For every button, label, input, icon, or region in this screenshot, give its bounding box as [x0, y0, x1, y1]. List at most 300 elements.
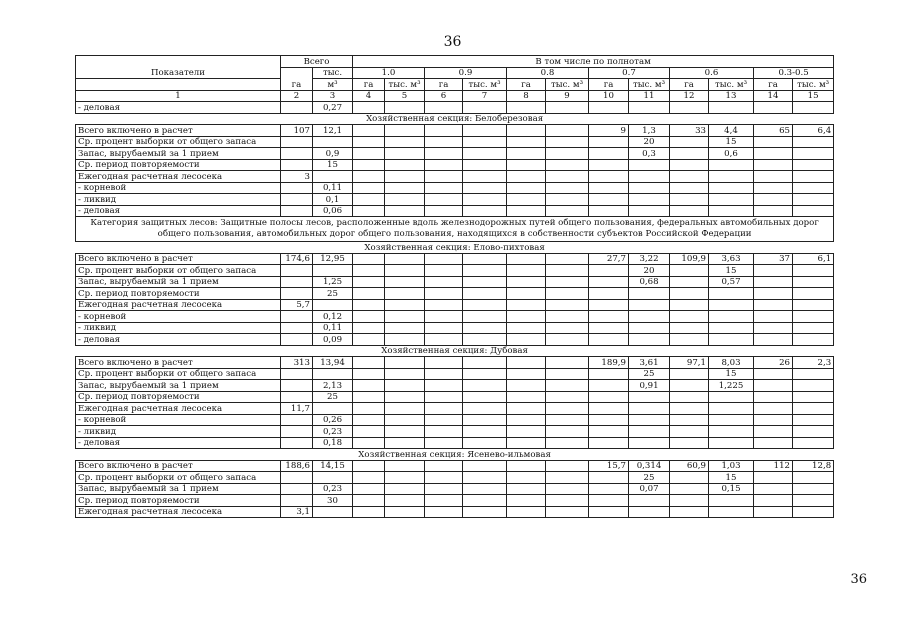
table-cell [670, 194, 709, 206]
table-cell [463, 148, 507, 160]
table-cell [353, 380, 385, 392]
table-cell [629, 322, 670, 334]
row-label: Ср. процент выборки от общего запаса [76, 136, 281, 148]
table-cell [507, 253, 546, 265]
table-cell [353, 265, 385, 277]
table-cell [546, 299, 589, 311]
table-cell [793, 194, 834, 206]
header-sub-ha: га [670, 79, 709, 91]
table-cell [629, 426, 670, 438]
table-cell [709, 288, 754, 300]
table-cell [385, 171, 425, 183]
table-cell [793, 495, 834, 507]
table-cell: 188,6 [281, 460, 313, 472]
header-sub-ha: га [425, 79, 463, 91]
table-cell: 15,7 [589, 460, 629, 472]
table-cell [507, 506, 546, 518]
table-cell [670, 148, 709, 160]
table-cell [507, 460, 546, 472]
table-cell [754, 171, 793, 183]
table-cell: 15 [709, 136, 754, 148]
table-cell [425, 483, 463, 495]
table-cell [425, 136, 463, 148]
table-cell: 2,3 [793, 357, 834, 369]
table-cell [385, 472, 425, 484]
table-cell: 25 [629, 368, 670, 380]
table-cell [425, 380, 463, 392]
table-cell [589, 380, 629, 392]
table-cell [793, 148, 834, 160]
table-cell [353, 437, 385, 449]
table-cell [546, 357, 589, 369]
table-cell [425, 322, 463, 334]
table-cell [385, 311, 425, 323]
table-cell [281, 472, 313, 484]
table-cell [507, 322, 546, 334]
table-cell [793, 265, 834, 277]
column-number: 10 [589, 90, 629, 102]
table-cell [589, 288, 629, 300]
table-cell [353, 102, 385, 114]
table-cell [353, 414, 385, 426]
table-cell [353, 276, 385, 288]
header-sub-thous: тыс. м³ [463, 79, 507, 91]
table-cell [425, 171, 463, 183]
table-cell [670, 495, 709, 507]
table-cell: 0,57 [709, 276, 754, 288]
table-cell: 3,61 [629, 357, 670, 369]
table-cell [281, 414, 313, 426]
table-cell [589, 426, 629, 438]
table-cell [353, 159, 385, 171]
table-cell [463, 391, 507, 403]
table-cell [385, 357, 425, 369]
table-cell [709, 182, 754, 194]
table-row [76, 357, 834, 369]
table-cell [353, 460, 385, 472]
table-cell [281, 483, 313, 495]
table-cell [754, 380, 793, 392]
table-cell [546, 391, 589, 403]
row-label: - ликвид [76, 426, 281, 438]
header-density-0-3-0-5: 0.3-0.5 [754, 67, 834, 79]
table-row [76, 495, 834, 507]
table-cell [353, 136, 385, 148]
row-label: - деловая [76, 437, 281, 449]
table-cell [546, 368, 589, 380]
section-row [76, 113, 834, 125]
table-cell [589, 182, 629, 194]
table-cell [629, 403, 670, 415]
table-cell [385, 426, 425, 438]
table-cell: 0,11 [313, 322, 353, 334]
table-cell [463, 171, 507, 183]
table-cell [670, 334, 709, 346]
table-cell [709, 414, 754, 426]
table-cell [589, 171, 629, 183]
table-cell [353, 194, 385, 206]
table-cell [670, 265, 709, 277]
table-cell [463, 460, 507, 472]
table-cell [589, 194, 629, 206]
table-cell [353, 182, 385, 194]
table-cell [281, 265, 313, 277]
header-density-0-8: 0.8 [507, 67, 589, 79]
table-cell: 27,7 [589, 253, 629, 265]
table-cell [425, 102, 463, 114]
table-cell [425, 460, 463, 472]
header-sub-thous: тыс. м³ [546, 79, 589, 91]
table-cell: 4,4 [709, 125, 754, 137]
table-cell [793, 391, 834, 403]
table-cell [754, 276, 793, 288]
section-row [76, 242, 834, 254]
table-cell [313, 403, 353, 415]
header-density-0-9: 0.9 [425, 67, 507, 79]
header-total-ha: га [281, 67, 313, 90]
table-row [76, 265, 834, 277]
table-cell [353, 403, 385, 415]
table-row [76, 380, 834, 392]
table-cell [463, 125, 507, 137]
table-cell [670, 426, 709, 438]
table-cell [546, 276, 589, 288]
table-cell [754, 334, 793, 346]
table-cell [385, 391, 425, 403]
table-cell [546, 403, 589, 415]
table-cell [589, 299, 629, 311]
table-row [76, 182, 834, 194]
table-cell [281, 380, 313, 392]
table-row [76, 322, 834, 334]
table-cell [385, 136, 425, 148]
table-cell [793, 506, 834, 518]
table-cell [425, 472, 463, 484]
table-cell [670, 380, 709, 392]
table-cell [463, 483, 507, 495]
table-row [76, 148, 834, 160]
table-cell [353, 483, 385, 495]
table-cell: 0,9 [313, 148, 353, 160]
row-label: Ежегодная расчетная лесосека [76, 403, 281, 415]
row-label: Всего включено в расчет [76, 125, 281, 137]
table-cell [793, 483, 834, 495]
table-cell [425, 182, 463, 194]
table-row [76, 483, 834, 495]
table-cell [507, 102, 546, 114]
table-cell: 1,03 [709, 460, 754, 472]
table-cell: 0,18 [313, 437, 353, 449]
table-cell [281, 322, 313, 334]
table-cell [353, 426, 385, 438]
table-cell [754, 159, 793, 171]
table-cell [425, 426, 463, 438]
table-cell [754, 136, 793, 148]
table-cell [313, 299, 353, 311]
header-total: Всего [281, 56, 353, 68]
table-cell: 8,03 [709, 357, 754, 369]
table-cell [425, 194, 463, 206]
page-number-top: 36 [443, 34, 462, 50]
table-cell: 11,7 [281, 403, 313, 415]
table-cell [589, 311, 629, 323]
table-cell [546, 194, 589, 206]
table-cell: 2,13 [313, 380, 353, 392]
table-cell [629, 391, 670, 403]
table-cell [507, 437, 546, 449]
table-cell [670, 182, 709, 194]
table-cell [353, 253, 385, 265]
table-cell [589, 506, 629, 518]
table-cell [629, 311, 670, 323]
row-label: Ср. процент выборки от общего запаса [76, 265, 281, 277]
row-label: - корневой [76, 182, 281, 194]
table-cell [385, 460, 425, 472]
column-number: 2 [281, 90, 313, 102]
table-cell [507, 483, 546, 495]
table-cell [629, 288, 670, 300]
table-cell: 25 [313, 391, 353, 403]
table-cell [709, 334, 754, 346]
table-cell: 37 [754, 253, 793, 265]
table-cell [281, 311, 313, 323]
table-cell [589, 322, 629, 334]
table-cell [425, 125, 463, 137]
table-cell [670, 159, 709, 171]
header-total-m3: м³ [313, 79, 353, 91]
table-cell [589, 391, 629, 403]
table-cell [385, 159, 425, 171]
table-cell [709, 159, 754, 171]
table-cell [589, 265, 629, 277]
table-cell [281, 368, 313, 380]
table-cell [507, 426, 546, 438]
row-label: Ежегодная расчетная лесосека [76, 299, 281, 311]
table-cell: 20 [629, 265, 670, 277]
column-number: 6 [425, 90, 463, 102]
table-cell [754, 472, 793, 484]
table-cell [425, 403, 463, 415]
table-cell [793, 334, 834, 346]
table-cell: 0,26 [313, 414, 353, 426]
table-cell: 97,1 [670, 357, 709, 369]
table-cell [463, 368, 507, 380]
table-row [76, 171, 834, 183]
table-cell [425, 506, 463, 518]
table-cell [507, 403, 546, 415]
row-label: Ежегодная расчетная лесосека [76, 506, 281, 518]
table-cell [589, 205, 629, 217]
table-cell [313, 368, 353, 380]
table-cell [589, 483, 629, 495]
table-cell [546, 437, 589, 449]
table-cell [507, 391, 546, 403]
table-cell [709, 322, 754, 334]
table-cell [353, 148, 385, 160]
table-cell [546, 205, 589, 217]
table-cell [546, 380, 589, 392]
table-cell: 0,12 [313, 311, 353, 323]
table-cell: 0,314 [629, 460, 670, 472]
table-cell [281, 159, 313, 171]
table-cell [709, 426, 754, 438]
table-cell [353, 357, 385, 369]
table-cell: 25 [313, 288, 353, 300]
table-cell: 0,91 [629, 380, 670, 392]
table-cell [629, 171, 670, 183]
header-sub-ha: га [353, 79, 385, 91]
section-title: Хозяйственная секция: Дубовая [76, 345, 834, 357]
table-cell [385, 194, 425, 206]
allowable-cut-table [75, 55, 834, 518]
table-cell: 0,23 [313, 483, 353, 495]
table-cell: 0,07 [629, 483, 670, 495]
row-label: Ср. процент выборки от общего запаса [76, 472, 281, 484]
header-density-1-0: 1.0 [353, 67, 425, 79]
table-cell [385, 182, 425, 194]
table-cell [670, 171, 709, 183]
table-cell [589, 414, 629, 426]
table-cell [463, 495, 507, 507]
row-label: Ежегодная расчетная лесосека [76, 171, 281, 183]
table-cell [629, 495, 670, 507]
row-label: Всего включено в расчет [76, 253, 281, 265]
table-row [76, 368, 834, 380]
table-cell [754, 437, 793, 449]
section-title: Хозяйственная секция: Белоберезовая [76, 113, 834, 125]
table-cell [793, 311, 834, 323]
table-cell [754, 495, 793, 507]
table-row [76, 437, 834, 449]
page-number-bottom: 36 [850, 572, 867, 587]
table-cell [385, 506, 425, 518]
table-cell [670, 414, 709, 426]
table-row [76, 125, 834, 137]
table-cell: 15 [709, 265, 754, 277]
table-cell [589, 148, 629, 160]
table-cell [281, 182, 313, 194]
table-cell [546, 125, 589, 137]
table-cell [353, 171, 385, 183]
table-cell [313, 136, 353, 148]
column-number: 4 [353, 90, 385, 102]
table-cell [463, 276, 507, 288]
table-cell: 14,15 [313, 460, 353, 472]
table-cell: 12,8 [793, 460, 834, 472]
table-cell [463, 205, 507, 217]
table-cell: 0,09 [313, 334, 353, 346]
table-cell [754, 205, 793, 217]
section-row [76, 345, 834, 357]
column-number: 3 [313, 90, 353, 102]
row-label: - корневой [76, 311, 281, 323]
table-row [76, 288, 834, 300]
table-cell [670, 205, 709, 217]
table-cell [463, 414, 507, 426]
table-cell [385, 403, 425, 415]
column-number: 14 [754, 90, 793, 102]
table-cell [670, 288, 709, 300]
table-cell [463, 426, 507, 438]
row-label: Ср. процент выборки от общего запаса [76, 368, 281, 380]
table-cell [353, 322, 385, 334]
table-cell [385, 276, 425, 288]
column-number: 12 [670, 90, 709, 102]
table-cell [793, 414, 834, 426]
table-cell [507, 136, 546, 148]
table-cell [385, 495, 425, 507]
row-label: Ср. период повторяемости [76, 495, 281, 507]
table-cell [281, 194, 313, 206]
table-cell: 15 [709, 472, 754, 484]
table-cell [353, 288, 385, 300]
table-cell [589, 472, 629, 484]
table-cell [670, 322, 709, 334]
table-cell [546, 472, 589, 484]
table-cell [425, 253, 463, 265]
table-cell [425, 334, 463, 346]
table-cell [670, 483, 709, 495]
table-cell [385, 299, 425, 311]
table-cell [670, 391, 709, 403]
table-cell: 1,225 [709, 380, 754, 392]
table-cell [281, 276, 313, 288]
table-cell [589, 495, 629, 507]
table-cell [546, 495, 589, 507]
table-cell [629, 437, 670, 449]
table-cell [425, 205, 463, 217]
table-cell: 13,94 [313, 357, 353, 369]
table-cell [507, 299, 546, 311]
table-cell: 112 [754, 460, 793, 472]
table-cell [353, 368, 385, 380]
table-cell: 20 [629, 136, 670, 148]
table-cell [281, 391, 313, 403]
table-cell [463, 357, 507, 369]
table-cell [546, 265, 589, 277]
header-sub-ha: га [507, 79, 546, 91]
table-cell [793, 403, 834, 415]
table-cell [754, 299, 793, 311]
table-cell [754, 265, 793, 277]
table-cell [754, 506, 793, 518]
table-cell [793, 288, 834, 300]
table-cell [589, 102, 629, 114]
table-cell [709, 403, 754, 415]
table-cell [463, 506, 507, 518]
table-cell [709, 171, 754, 183]
table-cell [313, 506, 353, 518]
table-cell [546, 506, 589, 518]
header-sub-thous: тыс. м³ [793, 79, 834, 91]
table-cell: 6,1 [793, 253, 834, 265]
table-cell: 0,23 [313, 426, 353, 438]
table-cell [425, 299, 463, 311]
row-label: - корневой [76, 414, 281, 426]
table-cell [589, 368, 629, 380]
table-cell [754, 403, 793, 415]
table-row [76, 253, 834, 265]
table-cell [281, 495, 313, 507]
table-cell [546, 182, 589, 194]
category-title: Категория защитных лесов: Защитные полосы лесов, расположенные вдоль железнодорожных путей общего пользования, федеральных автомобильных дорог общего пользования, автомобильных дорог общего пользования, находящихся в собственности субъектов Российской Федерации [76, 217, 834, 242]
table-cell: 3,1 [281, 506, 313, 518]
table-cell [463, 380, 507, 392]
table-cell [793, 159, 834, 171]
table-cell [793, 299, 834, 311]
table-cell: 3 [281, 171, 313, 183]
column-number: 8 [507, 90, 546, 102]
